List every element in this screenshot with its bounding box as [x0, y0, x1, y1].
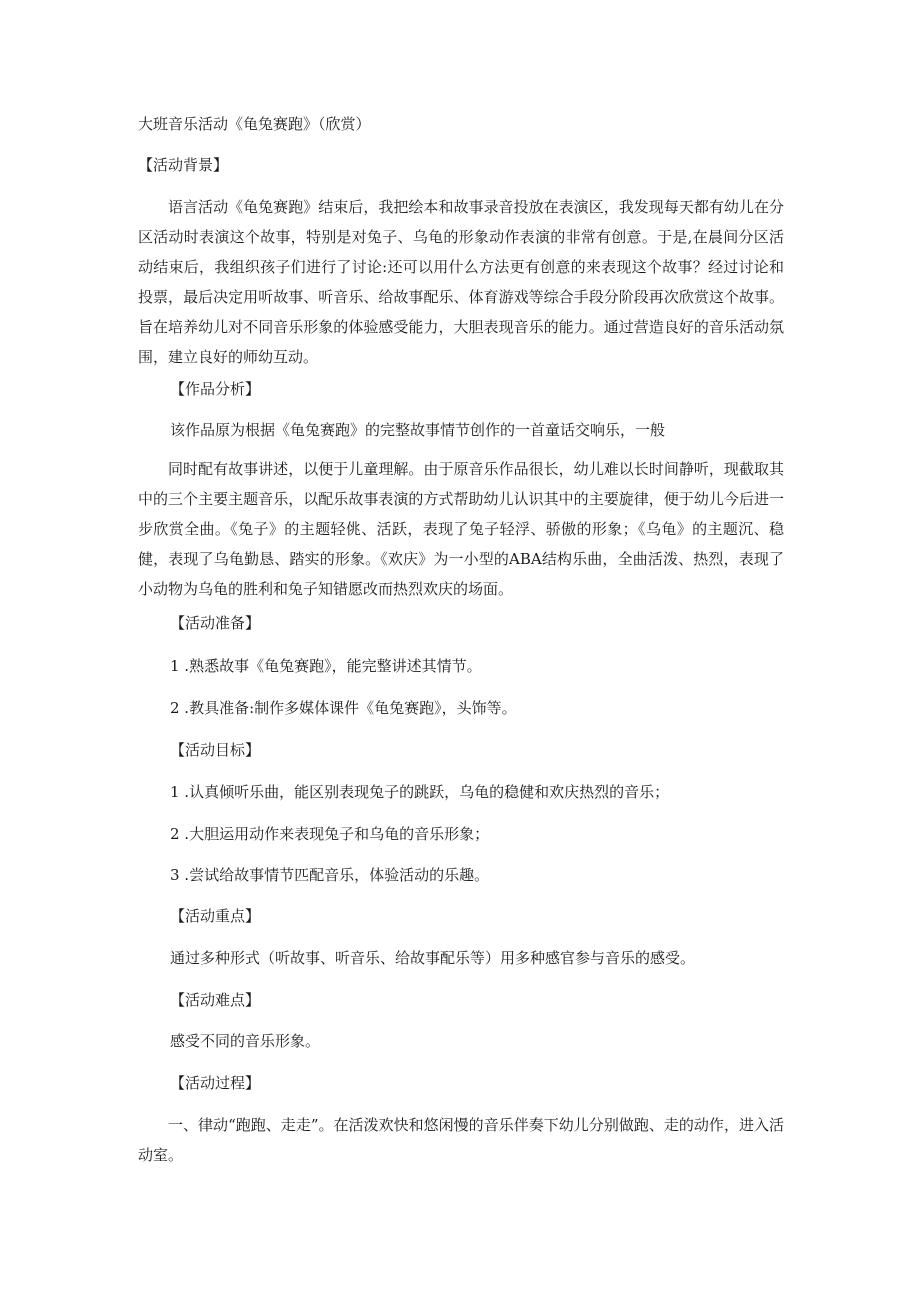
- list-item-preparation-1: 1 .熟悉故事《龟兔赛跑》，能完整讲述其情节。: [170, 657, 482, 675]
- paragraph-key-points: 通过多种形式（听故事、听音乐、给故事配乐等）用多种感官参与音乐的感受。: [170, 949, 696, 967]
- heading-preparation: 【活动准备】: [170, 614, 261, 632]
- heading-key-points: 【活动重点】: [170, 907, 261, 925]
- heading-analysis: 【作品分析】: [170, 380, 261, 398]
- list-item-preparation-2: 2 .教具准备:制作多媒体课件《龟兔赛跑》，头饰等。: [170, 699, 517, 717]
- paragraph-analysis-2: 同时配有故事讲述，以便于儿童理解。由于原音乐作品很长，幼儿难以长时间静听，现截取其中的三个主要主题音乐，以配乐故事表演的方式帮助幼儿认识其中的主要旋律，便于幼儿今后进一步欣赏全曲。《兔子》的主题轻佻、活跃，表现了兔子轻浮、骄傲的形象；《乌龟》的主题沉、稳健，表现了乌龟勤恳、踏实的形象。《欢庆》为一小型的ABA结构乐曲，全曲活泼、热烈，表现了小动物为乌龟的胜利和兔子知错愿改而热烈欢庆的场面。: [138, 460, 784, 598]
- heading-process: 【活动过程】: [170, 1074, 261, 1092]
- paragraph-difficulties: 感受不同的音乐形象。: [170, 1032, 321, 1050]
- list-item-goals-2: 2 .大胆运用动作来表现兔子和乌龟的音乐形象；: [170, 825, 490, 843]
- list-item-goals-3: 3 .尝试给故事情节匹配音乐，体验活动的乐趣。: [170, 866, 490, 884]
- list-item-goals-1: 1 .认真倾听乐曲，能区别表现兔子的跳跃，乌龟的稳健和欢庆热烈的音乐；: [170, 783, 670, 801]
- paragraph-process-1: 一、律动“跑跑、走走”。在活泼欢快和悠闲慢的音乐伴奏下幼儿分别做跑、走的动作，进入活动室。: [138, 1116, 784, 1164]
- paragraph-analysis-1: 该作品原为根据《龟兔赛跑》的完整故事情节创作的一首童话交响乐，一般: [170, 421, 666, 439]
- heading-goals: 【活动目标】: [170, 741, 261, 759]
- document-title: 大班音乐活动《龟兔赛跑》（欣赏）: [138, 115, 371, 133]
- heading-difficulties: 【活动难点】: [170, 991, 261, 1009]
- paragraph-background: 语言活动《龟兔赛跑》结束后，我把绘本和故事录音投放在表演区，我发现每天都有幼儿在分区活动时表演这个故事，特别是对兔子、乌龟的形象动作表演的非常有创意。于是,在晨间分区活动结束后，我组织孩子们进行了讨论:还可以用什么方法更有创意的来表现这个故事？经过讨论和投票，最后决定用听故事、听音乐、给故事配乐、体育游戏等综合手段分阶段再次欣赏这个故事。旨在培养幼儿对不同音乐形象的体验感受能力，大胆表现音乐的能力。通过营造良好的音乐活动氛围，建立良好的师幼互动。: [138, 198, 784, 366]
- heading-background: 【活动背景】: [138, 156, 229, 174]
